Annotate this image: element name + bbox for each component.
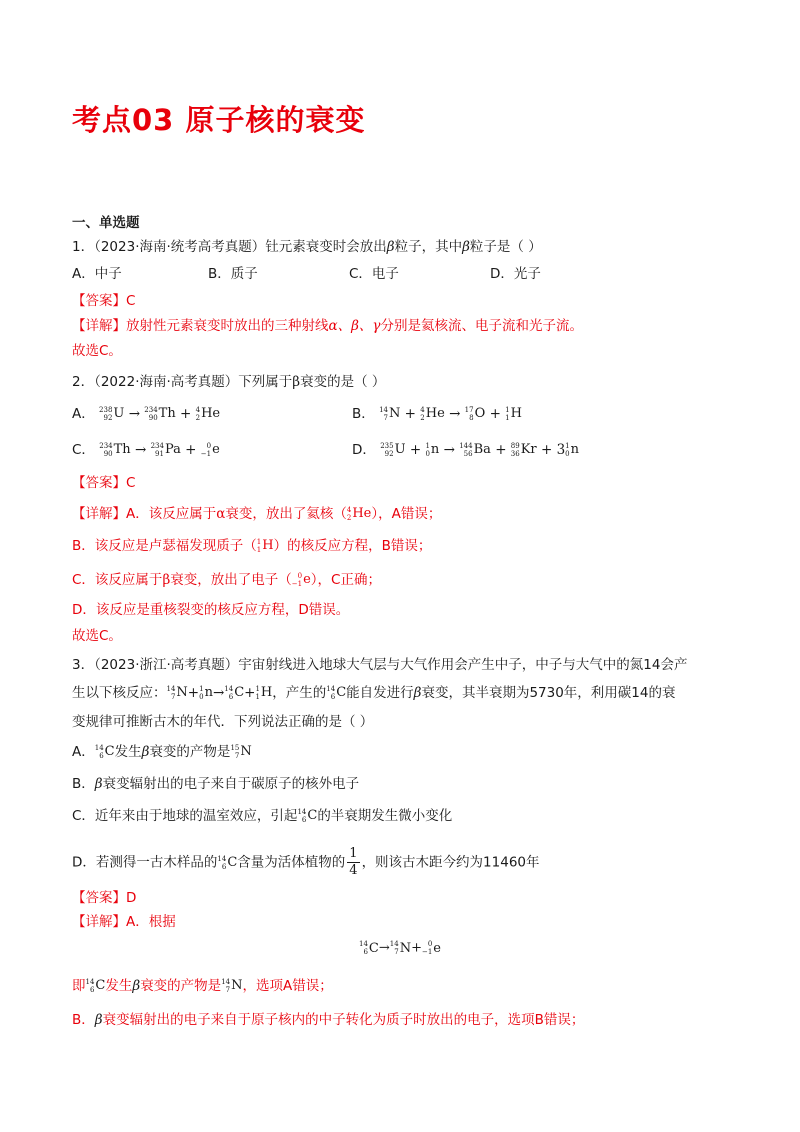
nuclide-u235: 235 92 U [380, 442, 406, 458]
q2-option-b [352, 404, 522, 424]
stem-text: 能自发进行 [346, 685, 414, 701]
q1-detail-text: 放射性元素衰变时放出的三种射线 [126, 318, 329, 334]
detail-text: C．该反应属于 [72, 572, 163, 588]
q1-detail-text-2: 分别是氦核流、电子流和光子流。 [380, 318, 583, 334]
nuclide-neutron: 1 0 n [425, 442, 440, 458]
fraction-numerator: 1 [349, 846, 358, 861]
page-title: 考点03 原子核的衰变 [72, 103, 366, 137]
beta-symbol: β [462, 239, 470, 255]
option-text: D．若测得一古木样品的 [72, 854, 218, 871]
nuclide-c14: 14 6 C [217, 854, 238, 871]
nuclide-electron: 0 −1 e [200, 442, 220, 458]
detail-text: B． [72, 1012, 95, 1028]
nuclide-c14: 14 6 C [358, 940, 379, 956]
detail-text: B．该反应是卢瑟福发现质子（ [72, 538, 257, 554]
q1-option-b: B．质子 [208, 266, 258, 282]
detail-text: 发生 [105, 978, 133, 994]
option-text: 衰变的产物是 [149, 744, 231, 760]
plus: + [185, 442, 197, 458]
option-label: A． [72, 406, 95, 422]
q1-stem-text: 1．（2023·海南·统考高考真题）钍元素衰变时会放出 [72, 239, 387, 255]
nuclide-c14: 14 6 C [94, 744, 115, 760]
option-text: 的半衰期发生微小变化 [317, 808, 453, 824]
q2-option-a [72, 404, 220, 424]
nuclide-kr89: 89 36 Kr [510, 442, 537, 458]
decay-equation [0, 940, 800, 956]
nuclide-n14: 14 7 N [389, 940, 412, 956]
nuclide-n14: 14 7 N [166, 685, 188, 701]
nuclide-n14: 14 7 N [221, 978, 243, 994]
option-text: C．近年来由于地球的温室效应，引起 [72, 808, 298, 824]
q2-detail-b [72, 536, 732, 556]
beta-symbol: β [141, 744, 150, 760]
plus: + [411, 940, 422, 956]
stem-text: 生以下核反应： [72, 685, 167, 701]
detail-text: 衰变，放出了氦核（ [225, 506, 347, 522]
q3-option-b [72, 774, 732, 794]
nuclide-th234: 234 90 Th [99, 442, 131, 458]
arrow: → [443, 442, 455, 458]
coefficient: 3 [556, 442, 566, 458]
detail-text: 衰变的产物是 [140, 978, 222, 994]
nuclide-n15: 15 7 N [230, 744, 252, 760]
plus: + [540, 442, 553, 458]
q1-detail [72, 316, 732, 336]
nuclide-c14: 14 6 C [297, 808, 318, 824]
q2-option-c [72, 440, 220, 460]
detail-label: 【详解】 [72, 318, 126, 334]
option-label: B． [352, 406, 375, 422]
detail-text: ），C正确； [310, 572, 381, 588]
plus: + [489, 406, 501, 422]
q3-option-d [72, 846, 732, 879]
q1-option-d: D．光子 [490, 266, 541, 282]
detail-text: A．该反应属于 [126, 506, 217, 522]
section-heading: 一、单选题 [72, 215, 140, 231]
nuclide-o17: 17 8 O [464, 406, 486, 422]
arrow: → [212, 685, 225, 701]
alpha-symbol: α [216, 506, 226, 522]
option-label: A． [72, 744, 95, 760]
q1-conclusion: 故选C。 [72, 343, 122, 359]
q1-option-a: A．中子 [72, 266, 122, 282]
option-text: 发生 [114, 744, 142, 760]
nuclide-ba144: 144 56 Ba [459, 442, 491, 458]
plus: + [495, 442, 507, 458]
q2-answer: 【答案】C [72, 475, 136, 491]
beta-symbol: β [386, 239, 395, 255]
nuclide-he4: 4 2 He [420, 406, 445, 422]
nuclide-neutron: 1 0 n [199, 685, 213, 701]
question-2-stem [72, 372, 732, 392]
nuclide-pa234: 234 91 Pa [150, 442, 181, 458]
arrow: → [449, 406, 461, 422]
option-text: 含量为活体植物的 [237, 854, 346, 871]
ray-symbols: α、β、γ [328, 318, 381, 334]
nuclide-h1: 1 1 H [256, 538, 274, 554]
q2-detail-d: D．该反应是重核裂变的核反应方程，D错误。 [72, 602, 350, 618]
nuclide-h1: 1 1 H [255, 685, 273, 701]
question-3-stem-line-1: 3．（2023·浙江·高考真题）宇宙射线进入地球大气层与大气作用会产生中子，中子与大气中的氮14会产 [72, 657, 688, 673]
q3-detail-b [72, 1010, 732, 1030]
nuclide-th234: 234 90 Th [144, 406, 176, 422]
option-label: B． [72, 776, 95, 792]
beta-symbol: β [132, 978, 141, 994]
detail-text: ），A错误； [371, 506, 442, 522]
q2-option-d [352, 440, 579, 460]
q2-stem-text: 2．（2022·海南·高考真题）下列属于 [72, 374, 293, 390]
option-text: ，则该古木距今约为11460年 [361, 854, 540, 871]
nuclide-n14: 14 7 N [379, 406, 401, 422]
plus: + [244, 685, 256, 701]
detail-text: ）的核反应方程，B错误； [273, 538, 432, 554]
nuclide-h1: 1 1 H [505, 406, 522, 422]
nuclide-c14: 14 6 C [224, 685, 245, 701]
nuclide-c14: 14 6 C [326, 685, 347, 701]
beta-symbol: β [292, 374, 301, 390]
stem-text: ，产生的 [272, 685, 327, 701]
detail-text: 衰变，放出了电子（ [170, 572, 292, 588]
q3-detail [72, 912, 732, 932]
q3-option-a [72, 742, 732, 762]
q2-conclusion: 故选C。 [72, 628, 122, 644]
nuclide-electron: 0 −1 e [291, 572, 311, 588]
plus: + [180, 406, 192, 422]
stem-text: 衰变，其半衰期为5730年，利用碳14的衰 [421, 685, 676, 701]
plus: + [404, 406, 416, 422]
beta-symbol: β [94, 1012, 103, 1028]
plus: + [187, 685, 200, 701]
nuclide-neutron: 1 0 n [565, 442, 579, 458]
question-1-stem [72, 237, 732, 257]
arrow: → [134, 442, 147, 458]
detail-text: 衰变辐射出的电子来自于原子核内的中子转化为质子时放出的电子，选项B错误； [102, 1012, 585, 1028]
question-3-stem-line-3: 变规律可推断古木的年代．下列说法正确的是（ ） [72, 714, 374, 730]
q2-detail-a [72, 504, 732, 524]
option-label: D． [352, 442, 376, 458]
arrow: → [128, 406, 140, 422]
q1-answer: 【答案】C [72, 293, 136, 309]
beta-symbol: β [94, 776, 103, 792]
arrow: → [378, 940, 390, 956]
q3-answer: 【答案】D [72, 890, 137, 906]
fraction-one-quarter [347, 846, 359, 879]
detail-label: 【详解】 [72, 914, 126, 930]
option-label: C． [72, 442, 95, 458]
detail-text: 即 [72, 978, 86, 994]
detail-text: ，选项A错误； [242, 978, 333, 994]
q2-detail-c [72, 570, 732, 590]
plus: + [409, 442, 422, 458]
fraction-denominator: 4 [349, 863, 358, 878]
nuclide-electron: 0 −1 e [421, 940, 441, 956]
detail-text: A．根据 [126, 914, 176, 930]
q1-option-c: C．电子 [349, 266, 399, 282]
detail-label: 【详解】 [72, 506, 126, 522]
q1-stem-text-3: 粒子是（ ） [469, 239, 542, 255]
nuclide-u238: 238 92 U [99, 406, 125, 422]
option-text: 衰变辐射出的电子来自于碳原子的核外电子 [102, 776, 360, 792]
q3-detail-a-conclusion [72, 976, 732, 996]
q1-stem-text-2: 粒子，其中 [394, 239, 463, 255]
q2-stem-text-2: 衰变的是（ ） [300, 374, 386, 390]
nuclide-he4: 4 2 He [346, 506, 372, 522]
question-3-stem-line-2 [72, 683, 732, 703]
beta-symbol: β [413, 685, 422, 701]
nuclide-c14: 14 6 C [85, 978, 106, 994]
beta-symbol: β [162, 572, 171, 588]
nuclide-he4: 4 2 He [195, 406, 221, 422]
q3-option-c [72, 806, 732, 826]
